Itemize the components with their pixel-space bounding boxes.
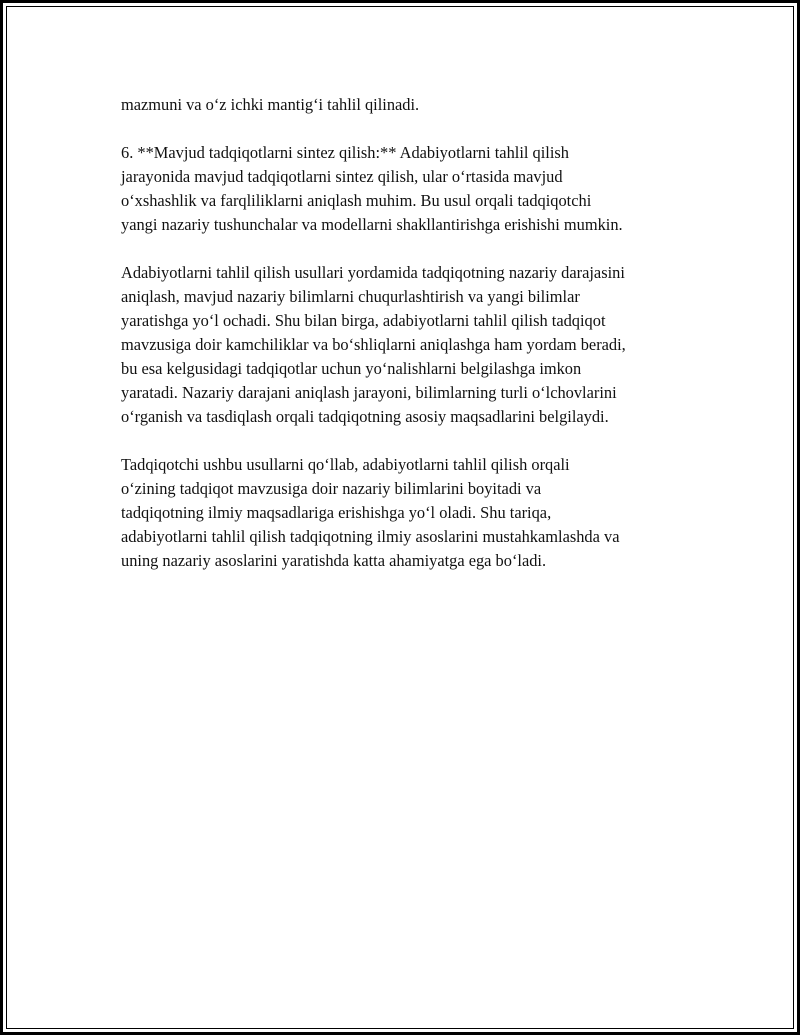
text-line: mavzusiga doir kamchiliklar va bo‘shliqlarni aniqlashga ham yordam beradi, <box>121 335 626 354</box>
text-line: 6. **Mavjud tadqiqotlarni sintez qilish:** Adabiyotlarni tahlil qilish <box>121 143 569 162</box>
text-line: bu esa kelgusidagi tadqiqotlar uchun yo‘nalishlarni belgilashga imkon <box>121 359 582 378</box>
text-line: o‘zining tadqiqot mavzusiga doir nazariy bilimlarini boyitadi va <box>121 479 542 498</box>
document-body <box>121 93 701 597</box>
paragraph-4 <box>121 453 701 573</box>
text-line: yangi nazariy tushunchalar va modellarni shakllantirishga erishishi mumkin. <box>121 215 623 234</box>
text-line: adabiyotlarni tahlil qilish tadqiqotning ilmiy asoslarini mustahkamlashda va <box>121 527 620 546</box>
text-line: Tadqiqotchi ushbu usullarni qo‘llab, adabiyotlarni tahlil qilish orqali <box>121 455 570 474</box>
paragraph-1 <box>121 93 701 117</box>
text-line: o‘rganish va tasdiqlash orqali tadqiqotning asosiy maqsadlarini belgilaydi. <box>121 407 609 426</box>
text-line: aniqlash, mavjud nazariy bilimlarni chuqurlashtirish va yangi bilimlar <box>121 287 580 306</box>
text-line: yaratadi. Nazariy darajani aniqlash jarayoni, bilimlarning turli o‘lchovlarini <box>121 383 617 402</box>
text-line: mazmuni va o‘z ichki mantig‘i tahlil qilinadi. <box>121 95 420 114</box>
text-line: tadqiqotning ilmiy maqsadlariga erishishga yo‘l oladi. Shu tariqa, <box>121 503 552 522</box>
text-line: uning nazariy asoslarini yaratishda katta ahamiyatga ega bo‘ladi. <box>121 551 547 570</box>
text-line: Adabiyotlarni tahlil qilish usullari yordamida tadqiqotning nazariy darajasini <box>121 263 625 282</box>
text-line: o‘xshashlik va farqliliklarni aniqlash muhim. Bu usul orqali tadqiqotchi <box>121 191 592 210</box>
text-line: yaratishga yo‘l ochadi. Shu bilan birga, adabiyotlarni tahlil qilish tadqiqot <box>121 311 606 330</box>
text-line: jarayonida mavjud tadqiqotlarni sintez qilish, ular o‘rtasida mavjud <box>121 167 563 186</box>
paragraph-3 <box>121 261 701 429</box>
paragraph-2 <box>121 141 701 237</box>
